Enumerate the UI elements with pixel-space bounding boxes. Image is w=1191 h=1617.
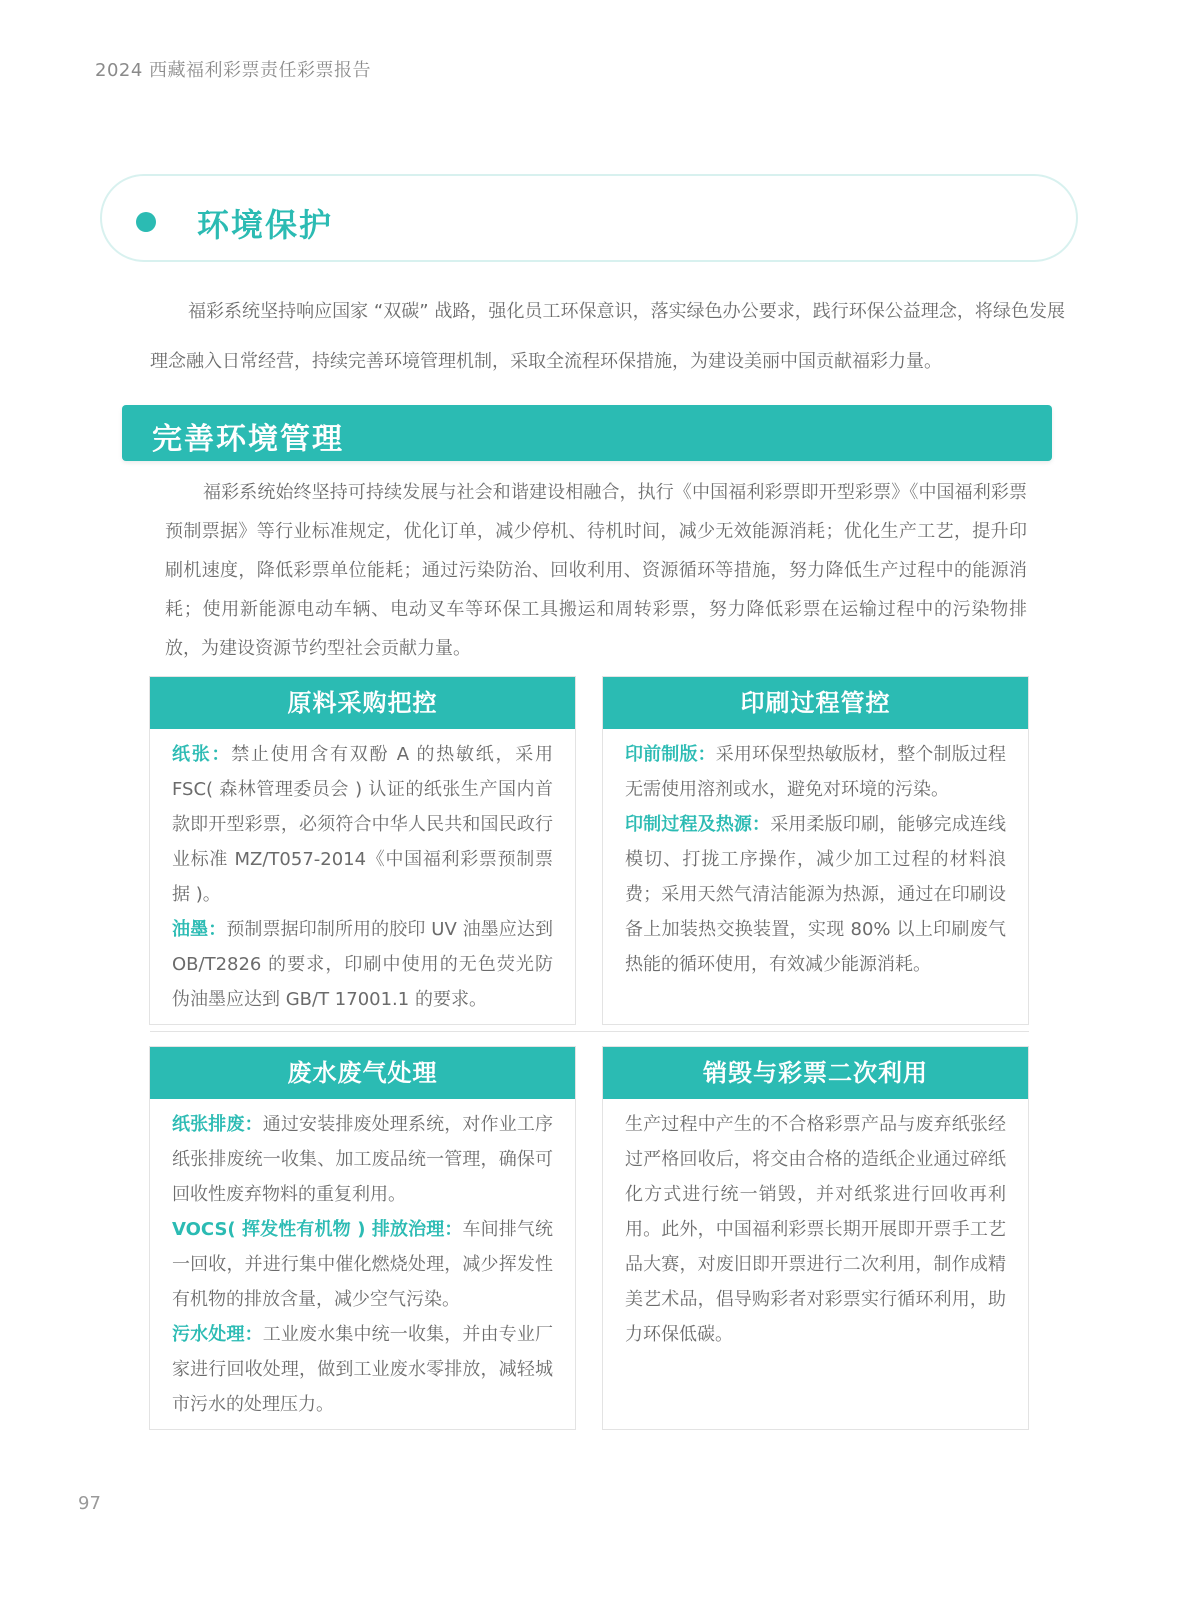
text-ink: 预制票据印制所用的胶印 UV 油墨应达到 OB/T2826 的要求，印刷中使用的无色荧光防伪油墨应达到 GB/T 17001.1 的要求。 <box>172 919 553 1010</box>
subsection-body <box>165 473 1027 668</box>
card-print-item-prepress <box>625 737 1006 807</box>
keyword-vocs: VOCS( 挥发性有机物 ) 排放治理： <box>172 1219 463 1240</box>
card-destroy-reuse-body <box>603 1099 1028 1360</box>
card-print-process-body <box>603 729 1028 990</box>
keyword-paper-waste: 纸张排废： <box>172 1114 263 1135</box>
text-prepress: 采用环保型热敏版材，整个制版过程无需使用溶剂或水，避免对环境的污染。 <box>625 744 1006 800</box>
keyword-sewage: 污水处理： <box>172 1324 263 1345</box>
cards-divider <box>150 1031 1029 1032</box>
card-waste-treatment-body <box>150 1099 575 1430</box>
card-waste-item-sewage <box>172 1317 553 1422</box>
section-intro-paragraph: 福彩系统坚持响应国家 “双碳” 战路，强化员工环保意识，落实绿色办公要求，践行环保公益理念，将绿色发展理念融入日常经营，持续完善环境管理机制，采取全流程环保措施，为建设美丽中国贡献福彩力量。 <box>150 301 1065 372</box>
text-vocs: 车间排气统一回收，并进行集中催化燃烧处理，减少挥发性有机物的排放含量，减少空气污染。 <box>172 1219 553 1310</box>
section-bullet-dot <box>136 212 156 232</box>
card-raw-material-body <box>150 729 575 1025</box>
card-waste-treatment <box>149 1046 576 1430</box>
subsection-banner <box>122 405 1052 461</box>
card-waste-item-paper <box>172 1107 553 1212</box>
subsection-title: 完善环境管理 <box>152 422 344 457</box>
report-header-title: 2024 西藏福利彩票责任彩票报告 <box>95 60 372 81</box>
keyword-prepress: 印前制版： <box>625 744 716 765</box>
card-raw-material-item-paper <box>172 737 553 912</box>
text-paper-waste: 通过安装排废处理系统，对作业工序纸张排废统一收集、加工废品统一管理，确保可回收性废弃物料的重复利用。 <box>172 1114 553 1205</box>
page-number: 97 <box>78 1493 101 1514</box>
card-print-item-heat <box>625 807 1006 982</box>
text-sewage: 工业废水集中统一收集，并由专业厂家进行回收处理，做到工业废水零排放，减轻城市污水的处理压力。 <box>172 1324 553 1415</box>
card-destroy-reuse-text: 生产过程中产生的不合格彩票产品与废弃纸张经过严格回收后，将交由合格的造纸企业通过碎纸化方式进行统一销毁，并对纸浆进行回收再利用。此外，中国福利彩票长期开展即开票手工艺品大赛，对废旧即开票进行二次利用，制作成精美艺术品，倡导购彩者对彩票实行循环利用，助力环保低碳。 <box>625 1114 1006 1345</box>
keyword-paper: 纸张： <box>172 744 232 765</box>
card-raw-material-item-ink <box>172 912 553 1017</box>
card-raw-material-title: 原料采购把控 <box>150 677 575 729</box>
card-print-process-title: 印刷过程管控 <box>603 677 1028 729</box>
card-waste-item-vocs <box>172 1212 553 1317</box>
keyword-ink: 油墨： <box>172 919 227 940</box>
card-waste-treatment-title: 废水废气处理 <box>150 1047 575 1099</box>
text-paper: 禁止使用含有双酚 A 的热敏纸，采用 FSC( 森林管理委员会 ) 认证的纸张生产国内首款即开型彩票，必须符合中华人民共和国民政行业标准 MZ/T057-2014《中国福利彩票预制票据 )。 <box>172 744 553 905</box>
subsection-paragraph: 福彩系统始终坚持可持续发展与社会和谐建设相融合，执行《中国福利彩票即开型彩票》《中国福利彩票预制票据》等行业标准规定，优化订单，减少停机、待机时间，减少无效能源消耗；优化生产工艺，提升印刷机速度，降低彩票单位能耗；通过污染防治、回收利用、资源循环等措施，努力降低生产过程中的能源消耗；使用新能源电动车辆、电动叉车等环保工具搬运和周转彩票，努力降低彩票在运输过程中的污染物排放，为建设资源节约型社会贡献力量。 <box>165 482 1027 659</box>
section-title: 环境保护 <box>197 206 334 244</box>
card-raw-material <box>149 676 576 1025</box>
card-destroy-reuse <box>602 1046 1029 1430</box>
keyword-heat: 印制过程及热源： <box>625 814 771 835</box>
card-destroy-reuse-title: 销毁与彩票二次利用 <box>603 1047 1028 1099</box>
card-print-process <box>602 676 1029 1025</box>
text-heat: 采用柔版印刷，能够完成连线模切、打拢工序操作，减少加工过程的材料浪费；采用天然气清洁能源为热源，通过在印刷设备上加装热交换装置，实现 80% 以上印刷废气热能的循环使用，有效减少能源消耗。 <box>625 814 1007 975</box>
section-banner <box>100 174 1078 262</box>
section-intro <box>150 287 1065 387</box>
